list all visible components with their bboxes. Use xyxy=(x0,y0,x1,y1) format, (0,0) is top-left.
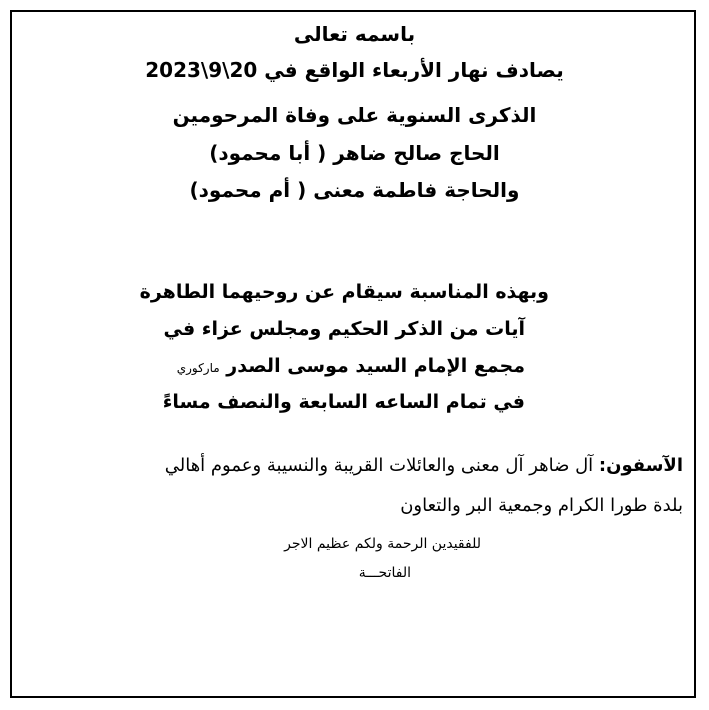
ceremony-line-3 xyxy=(177,357,525,376)
venue-location: ماركوري xyxy=(176,361,220,375)
closing-fatiha: الفاتحـــة xyxy=(358,565,411,581)
date-line: يصادف نهار الأربعاء الواقع في 20\9\2023 xyxy=(145,58,564,82)
venue-name: مجمع الإمام السيد موسى الصدر xyxy=(226,355,525,377)
mourners-line-1 xyxy=(165,457,683,475)
mourners-line-2: بلدة طورا الكرام وجمعية البر والتعاون xyxy=(400,495,683,516)
anniversary-line: الذكرى السنوية على وفاة المرحومين xyxy=(172,103,537,127)
ceremony-line-1: وبهذه المناسبة سيقام عن روحيهما الطاهرة xyxy=(139,281,549,303)
ceremony-line-2: آيات من الذكر الحكيم ومجلس عزاء في xyxy=(163,318,525,340)
deceased-mother: والحاجة فاطمة معنى ( أم محمود) xyxy=(189,178,520,202)
basmala-heading: باسمه تعالى xyxy=(293,22,416,46)
mourners-families: آل ضاهر آل معنى والعائلات القريبة والنسيبة وعموم أهالي xyxy=(164,455,594,476)
mourners-label: الآسفون: xyxy=(598,455,683,476)
ceremony-line-4: في تمام الساعه السابعة والنصف مساءً xyxy=(162,391,525,413)
deceased-father: الحاج صالح ضاهر ( أبا محمود) xyxy=(209,141,500,165)
closing-condolence: للفقيدين الرحمة ولكم عظيم الاجر xyxy=(284,536,481,552)
